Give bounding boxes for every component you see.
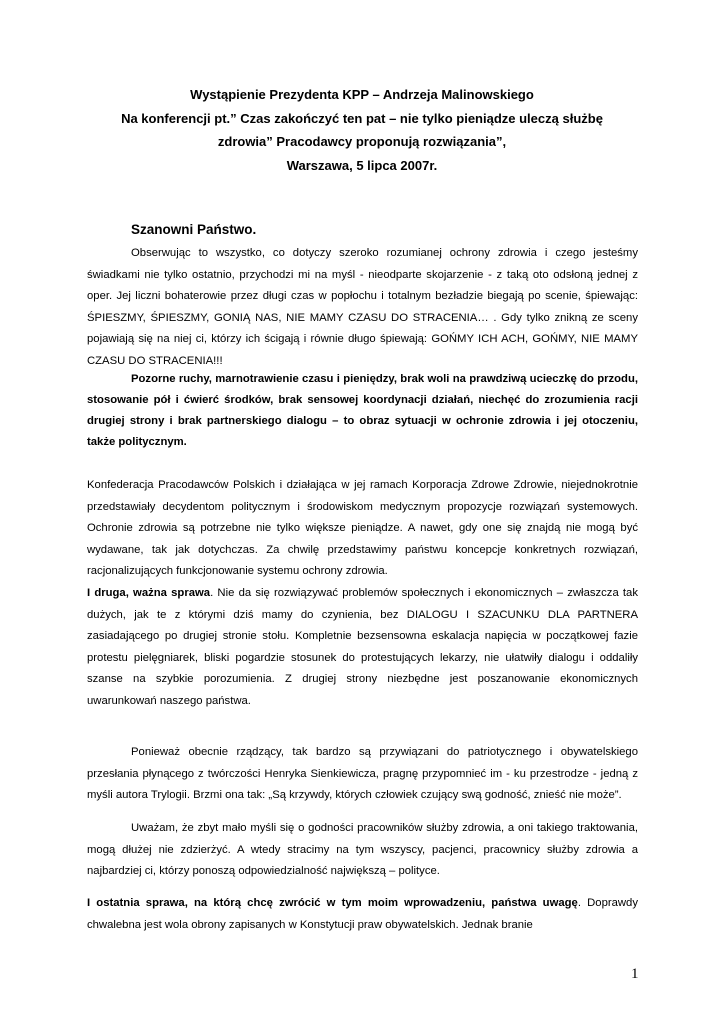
last-matter-text: . Doprawdy chwalebna jest wola obrony zapisanych w Konstytucji praw obywatelskich. Jednak branie xyxy=(87,897,638,931)
title-line-1: Wystąpienie Prezydenta KPP – Andrzeja Malinowskiego xyxy=(190,87,534,102)
title-line-3: zdrowia” Pracodawcy proponują rozwiązania”, xyxy=(217,134,507,149)
paragraph-confederation: Konfederacja Pracodawców Polskich i działająca w jej ramach Korporacja Zdrowe Zdrowie, niejednokrotnie przedstawiały decydentom politycznym i środowiskom medycznym propozycje rozwiązań systemowych. Ochronie zdrowia są potrzebne nie tylko większe pieniądze. A nawet, gdy one się znajdą nie mogą być wydawane, tak jak dotychczas. Za chwilę przedstawimy państwu koncepcje konkretnych rozwiązań, racjonalizujących funkcjonowanie systemu ochrony zdrowia. xyxy=(87,479,638,577)
paragraph-second-matter xyxy=(87,583,638,712)
greeting: Szanowni Państwo. xyxy=(131,222,257,237)
last-matter-lead: I ostatnia sprawa, na którą chcę zwrócić w tym moim wprowadzeniu, państwa uwagę xyxy=(87,897,578,909)
paragraph-opera: Obserwując to wszystko, co dotyczy szeroko rozumianej ochrony zdrowia i czego jesteśmy świadkami nie tylko ostatnio, przychodzi mi na myśl - nieodparte skojarzenie - z taką oto odsłoną jednej z oper. Jej liczni bohaterowie przez długi czas w popłochu i totalnym bezładzie biegają po scenie, śpiewając: ŚPIESZMY, ŚPIESZMY, GONIĄ NAS, NIE MAMY CZASU DO STRACENIA… . Gdy tylko znikną ze sceny pojawiają się na niej ci, którzy ich ścigają i równie długo śpiewają: GOŃMY ICH ACH, GOŃMY, NIE MAMY CZASU DO STRACENIA!!! xyxy=(87,247,638,367)
title-line-4: Warszawa, 5 lipca 2007r. xyxy=(286,157,438,173)
page-number: 1 xyxy=(631,966,639,982)
second-matter-text: . Nie da się rozwiązywać problemów społecznych i ekonomicznych – zwłaszcza tak dużych, jak te z którymi dziś mamy do czynienia, bez DIALOGU I SZACUNKU DLA PARTNERA zasiadającego po drugiej stronie stołu. Kompletnie bezsensowna eskalacja napięcia w początkowej fazie protestu pielęgniarek, bliski pogardzie stosunek do protestujących lekarzy, nie ułatwiły dialogu i oddaliły szanse na szybkie porozumienia. Z drugiej strony niezbędne jest poszanowanie ekonomicznych uwarunkowań naszego państwa. xyxy=(87,587,638,707)
paragraph-dignity: Uważam, że zbyt mało myśli się o godności pracowników służby zdrowia, a oni takiego traktowania, mogą dłużej nie zdzierżyć. A wtedy stracimy na tym wszyscy, pacjenci, pracownicy służby zdrowia a najbardziej ci, którzy ponoszą odpowiedzialność największą – polityce. xyxy=(87,822,638,877)
paragraph-sienkiewicz: Ponieważ obecnie rządzący, tak bardzo są przywiązani do patriotycznego i obywatelskiego przesłania płynącego z twórczości Henryka Sienkiewicza, pragnę przypomnieć im - ku przestrodze - jedną z myśli autora Trylogii. Brzmi ona tak: „Są krzywdy, których człowiek czujący swą godność, znieść nie może”. xyxy=(87,746,638,801)
paragraph-last-matter xyxy=(87,893,638,936)
title-line-2: Na konferencji pt.” Czas zakończyć ten pat – nie tylko pieniądze uleczą służbę xyxy=(121,110,603,126)
paragraph-bold-summary: Pozorne ruchy, marnotrawienie czasu i pieniędzy, brak woli na prawdziwą ucieczkę do przodu, stosowanie pół i ćwierć środków, brak sensowej koordynacji działań, niechęć do zrozumienia racji drugiej strony i brak partnerskiego dialogu – to obraz sytuacji w ochronie zdrowia i jej otoczeniu, także politycznym. xyxy=(87,373,638,448)
document-title xyxy=(60,83,664,177)
second-matter-lead: I druga, ważna sprawa xyxy=(87,587,211,599)
